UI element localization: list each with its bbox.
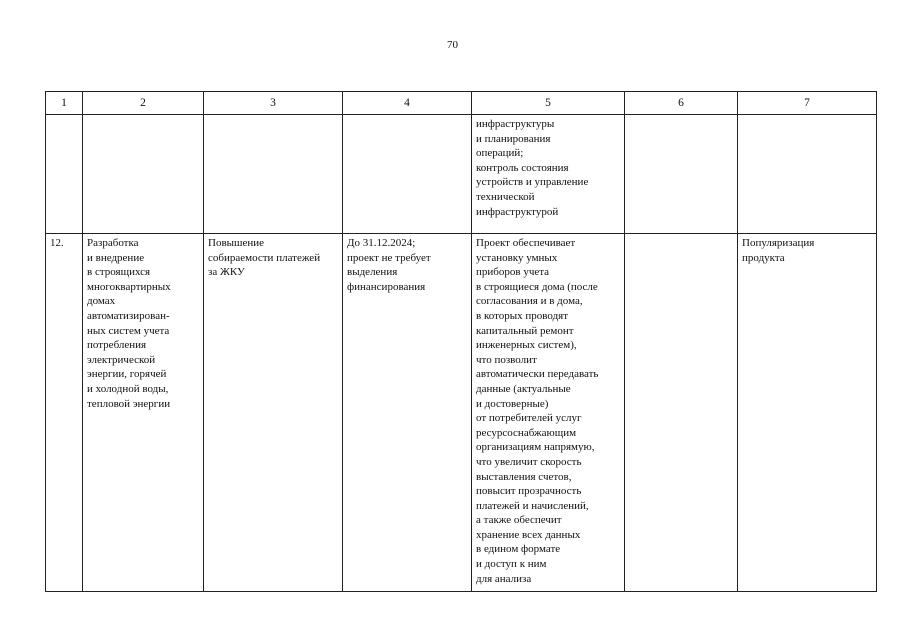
cell-text-line: выставления счетов,: [476, 470, 572, 483]
cell-text-line: и достоверные): [476, 397, 549, 410]
column-header: 5: [472, 92, 625, 115]
cell-text-line: в которых проводят: [476, 309, 569, 322]
cell-text-line: продукта: [742, 251, 785, 264]
column-header: 1: [46, 92, 83, 115]
cell-text-line: от потребителей услуг: [476, 412, 582, 425]
cell-text-line: платежей и начислений,: [476, 499, 589, 512]
cell-text-line: тепловой энергии: [87, 397, 171, 410]
table-cell: [625, 234, 738, 592]
cell-text-line: проект не требует: [347, 251, 431, 264]
cell-text-line: для анализа: [476, 572, 532, 585]
cell-text-line: энергии, горячей: [87, 368, 167, 381]
cell-text-line: операций;: [476, 147, 524, 160]
cell-text-line: технической: [476, 190, 535, 203]
cell-text-line: инфраструктуры: [476, 118, 555, 130]
cell-text-line: капитальный ремонт: [476, 324, 574, 337]
column-header: 7: [738, 92, 877, 115]
cell-text-line: а также обеспечит: [476, 514, 562, 527]
table-cell: [46, 115, 83, 234]
cell-text-line: организациям напрямую,: [476, 441, 595, 454]
cell-text-line: автоматически передавать: [476, 368, 599, 381]
table-row: [46, 115, 877, 234]
cell-text-line: ных систем учета: [87, 324, 170, 337]
cell-text-line: и холодной воды,: [87, 382, 169, 395]
cell-text-line: домах: [87, 295, 116, 308]
cell-text-line: финансирования: [347, 280, 426, 293]
table-cell: [83, 234, 204, 592]
cell-text-line: 12.: [50, 237, 64, 249]
cell-text-line: данные (актуальные: [476, 382, 571, 395]
cell-text-line: в строящихся: [87, 266, 151, 279]
table-cell: [204, 234, 343, 592]
cell-text-line: электрической: [87, 353, 156, 366]
cell-text-line: контроль состояния: [476, 161, 569, 174]
table-row: [46, 234, 877, 592]
cell-text-line: в едином формате: [476, 543, 561, 556]
cell-text-line: и внедрение: [87, 251, 145, 264]
cell-text-line: Разработка: [87, 237, 139, 249]
cell-text-line: Популяризация: [742, 237, 815, 249]
cell-text-line: хранение всех данных: [476, 528, 581, 541]
column-header: 3: [204, 92, 343, 115]
cell-text-line: ресурсоснабжающим: [476, 426, 577, 439]
cell-text-line: что позволит: [476, 353, 537, 366]
cell-text-line: установку умных: [476, 251, 558, 264]
table-cell: [343, 115, 472, 234]
cell-text-line: выделения: [347, 266, 398, 279]
table-cell: [46, 234, 83, 592]
column-header: 6: [625, 92, 738, 115]
page-number: 70: [447, 39, 458, 51]
cell-text-line: что увеличит скорость: [476, 455, 582, 468]
table-cell: [625, 115, 738, 234]
table-cell: [83, 115, 204, 234]
table-cell: [472, 234, 625, 592]
cell-text-line: До 31.12.2024;: [347, 237, 416, 249]
table-cell: [343, 234, 472, 592]
cell-text-line: Проект обеспечивает: [476, 237, 576, 249]
cell-text-line: и планирования: [476, 132, 551, 145]
table-cell: [738, 234, 877, 592]
cell-text-line: собираемости платежей: [208, 251, 321, 264]
cell-text-line: в строящиеся дома (после: [476, 280, 598, 293]
data-table: [45, 91, 877, 592]
cell-text-line: потребления: [87, 339, 147, 352]
column-header: 4: [343, 92, 472, 115]
cell-text-line: Повышение: [208, 237, 265, 249]
column-header: 2: [83, 92, 204, 115]
table-cell: [472, 115, 625, 234]
cell-text-line: устройств и управление: [476, 176, 589, 189]
cell-text-line: и доступ к ним: [476, 558, 547, 571]
table-cell: [738, 115, 877, 234]
cell-text-line: повысит прозрачность: [476, 485, 582, 498]
cell-text-line: инфраструктурой: [476, 205, 559, 218]
cell-text-line: согласования и в дома,: [476, 295, 583, 308]
cell-text-line: за ЖКУ: [208, 266, 245, 279]
cell-text-line: автоматизирован-: [87, 309, 170, 322]
cell-text-line: многоквартирных: [87, 280, 171, 293]
header-row: [46, 92, 877, 115]
cell-text-line: приборов учета: [476, 266, 550, 279]
table-cell: [204, 115, 343, 234]
cell-text-line: инженерных систем),: [476, 339, 577, 352]
